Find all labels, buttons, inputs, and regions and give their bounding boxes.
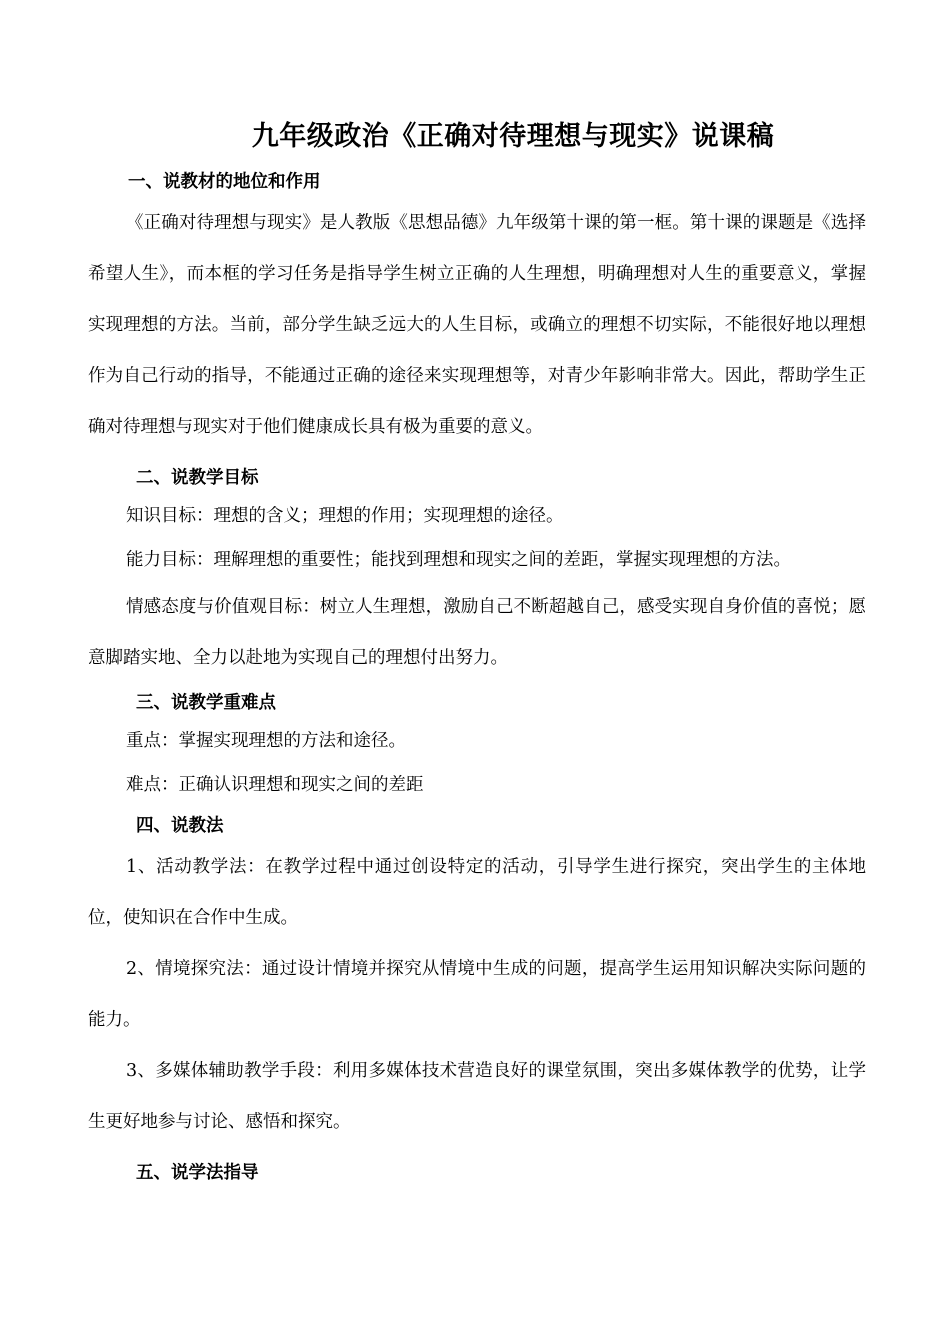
method-2-paragraph: 2、情境探究法：通过设计情境并探究从情境中生成的问题，提高学生运用知识解决实际问题的能力。 bbox=[88, 959, 866, 1030]
spacer bbox=[88, 1148, 866, 1158]
spacer bbox=[88, 453, 866, 463]
section-heading-2: 二、说教学目标 bbox=[136, 468, 259, 488]
document-body bbox=[88, 167, 866, 1189]
section-heading-4: 四、说教法 bbox=[136, 816, 224, 836]
method-1-paragraph: 1、活动教学法：在教学过程中通过创设特定的活动，引导学生进行探究，突出学生的主体地位，使知识在合作中生成。 bbox=[88, 857, 866, 928]
key-point-paragraph: 重点：掌握实现理想的方法和途径。 bbox=[126, 731, 406, 751]
difficult-point-paragraph: 难点：正确认识理想和现实之间的差距 bbox=[126, 775, 424, 795]
section-heading-3: 三、说教学重难点 bbox=[136, 693, 276, 713]
emotion-goal-paragraph: 情感态度与价值观目标：树立人生理想，激励自己不断超越自己，感受实现自身价值的喜悦；愿意脚踏实地、全力以赴地为实现自己的理想付出努力。 bbox=[88, 597, 866, 668]
method-3-paragraph: 3、多媒体辅助教学手段：利用多媒体技术营造良好的课堂氛围，突出多媒体教学的优势，让学生更好地参与讨论、感悟和探究。 bbox=[88, 1061, 866, 1132]
section-heading-5: 五、说学法指导 bbox=[136, 1163, 259, 1183]
ability-goal-paragraph: 能力目标：理解理想的重要性；能找到理想和现实之间的差距，掌握实现理想的方法。 bbox=[126, 550, 791, 570]
section-heading-1: 一、说教材的地位和作用 bbox=[128, 172, 321, 192]
section-1-paragraph: 《正确对待理想与现实》是人教版《思想品德》九年级第十课的第一框。第十课的课题是《选择希望人生》，而本框的学习任务是指导学生树立正确的人生理想，明确理想对人生的重要意义，掌握实现理想的方法。当前，部分学生缺乏远大的人生目标，或确立的理想不切实际，不能很好地以理想作为自己行动的指导，不能通过正确的途径来实现理想等，对青少年影响非常大。因此，帮助学生正确对待理想与现实对于他们健康成长具有极为重要的意义。 bbox=[88, 213, 866, 437]
knowledge-goal-paragraph: 知识目标：理想的含义；理想的作用；实现理想的途径。 bbox=[126, 506, 564, 526]
document-title: 九年级政治《正确对待理想与现实》说课稿 bbox=[251, 121, 775, 152]
